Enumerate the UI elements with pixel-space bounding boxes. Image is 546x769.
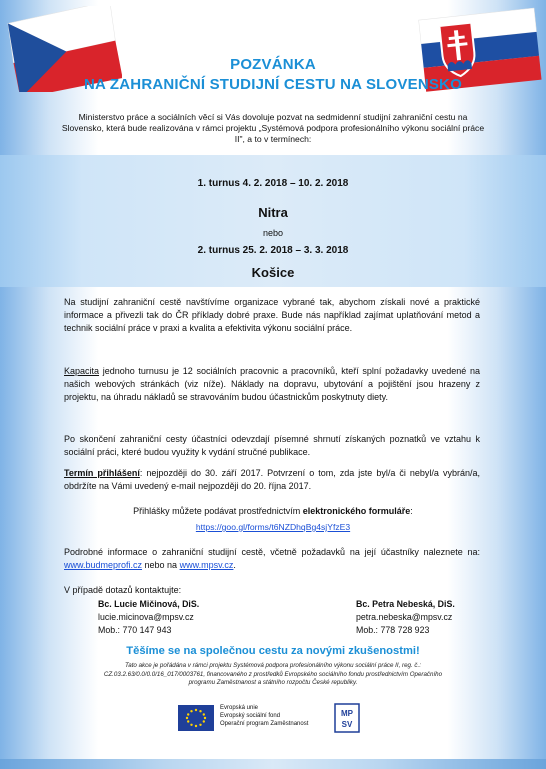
- eu-logo-text: [220, 704, 308, 728]
- invitation-subtitle: NA ZAHRANIČNÍ STUDIJNÍ CESTU NA SLOVENSKO: [84, 76, 462, 93]
- form-link[interactable]: https://goo.gl/forms/t6NZDhqBg4sjYfzE3: [195, 522, 351, 532]
- capacity-label: Kapacita: [64, 366, 100, 376]
- bottom-bar: [0, 759, 546, 769]
- application-form-label: elektronického formuláře: [302, 506, 411, 516]
- eu-line-3: Operační program Zaměstnanost: [220, 721, 309, 727]
- eu-flag-icon: [178, 705, 214, 731]
- contact-right: [356, 598, 455, 637]
- application-colon: :: [410, 506, 413, 516]
- application-text: Přihlášky můžete podávat prostřednictvím: [133, 506, 303, 516]
- contact-right-email[interactable]: petra.nebeska@mpsv.cz: [356, 612, 453, 622]
- contact-left-email[interactable]: lucie.micinova@mpsv.cz: [98, 612, 194, 622]
- more-info-or: nebo na: [142, 560, 180, 570]
- svg-text:SV: SV: [341, 720, 353, 729]
- deadline-label: Termín přihlášení: [64, 468, 140, 478]
- more-info-text: Podrobné informace o zahraniční studijní cestě, včetně požadavků na její účastníky naleznete na:: [64, 547, 480, 557]
- or-text: nebo: [262, 228, 284, 238]
- paragraph-report: Po skončení zahraniční cesty účastníci odevzdají písemné shrnutí získaných poznatků ve vztahu k sociální práci, které budou využity k vydání stručné publikace.: [64, 434, 480, 457]
- project-footnote: Tato akce je pořádána v rámci projektu Systémová podpora profesionálního výkonu sociální práce II, reg. č.: CZ.03.2.63/0.0/0.0/16_017/0003761, financovaného z prostředků Evropského sociálního fondu prostřednictvím Operačního programu Zaměstnanost a státního rozpočtu České republiky.: [103, 662, 443, 687]
- paragraph-capacity: [64, 365, 480, 404]
- paragraph-deadline: [64, 467, 480, 493]
- contact-left-name: Bc. Lucie Mičinová, DiS.: [98, 599, 200, 609]
- more-info-end: .: [233, 560, 236, 570]
- slogan: Těšíme se na společnou cestu za novými zkušenostmi!: [126, 645, 420, 657]
- eu-line-2: Evropský sociální fond: [220, 713, 281, 719]
- invitation-title: POZVÁNKA: [230, 56, 316, 73]
- paragraph-program: Na studijní zahraniční cestě navštívíme organizace vybrané tak, abychom získali nové a praktické informace a přivezli tak do ČR příklady dobré praxe. Bude nás například zajímat uplatňování metod a technik sociální práce v praxi a kvalita a efektivita výkonu sociální práce.: [64, 297, 480, 333]
- turnus-1: 1. turnus 4. 2. 2018 – 10. 2. 2018: [197, 178, 349, 189]
- eu-line-1: Evropská unie: [220, 705, 259, 711]
- deadline-text: : nejpozději do 30. září 2017. Potvrzení o tom, zda jste byl/a či nebyl/a vybrán/a, obdržíte na Vámi uvedený e-mail nejpozději do 20. října 2017.: [64, 468, 480, 491]
- capacity-text: jednoho turnusu je 12 sociálních pracovnic a pracovníků, kteří splní požadavky uvedené na našich webových stránkách (viz níže). Náklady na dopravu, ubytování a pojištění jsou hrazeny z projektu, na úhradu nákladů se stravováním budou účastnickům poskytnuty diety.: [64, 366, 480, 402]
- application-info: [0, 506, 546, 516]
- mpsv-logo-icon: [334, 703, 360, 733]
- paragraph-more-info: [64, 546, 480, 572]
- city-kosice: Košice: [251, 265, 295, 280]
- intro-paragraph: Ministerstvo práce a sociálních věcí si Vás dovoluje pozvat na sedmidenní studijní zahraniční cestu na Slovensko, která bude realizována v rámci projektu „Systémová podpora profesionálního výkonu sociální práce II", a to v termínech:: [61, 112, 485, 144]
- contact-right-phone: Mob.: 778 728 923: [356, 625, 430, 635]
- contact-left: [98, 598, 199, 637]
- budmeprofi-link[interactable]: www.budmeprofi.cz: [64, 560, 143, 570]
- contacts-heading: V případě dotazů kontaktujte:: [64, 585, 182, 595]
- city-nitra: Nitra: [258, 205, 288, 220]
- svg-text:MP: MP: [341, 709, 353, 718]
- turnus-2: 2. turnus 25. 2. 2018 – 3. 3. 2018: [197, 245, 349, 256]
- contact-right-name: Bc. Petra Nebeská, DiS.: [356, 599, 455, 609]
- mpsv-link[interactable]: www.mpsv.cz: [179, 560, 234, 570]
- contact-left-phone: Mob.: 770 147 943: [98, 625, 172, 635]
- logos-strip: [178, 703, 368, 737]
